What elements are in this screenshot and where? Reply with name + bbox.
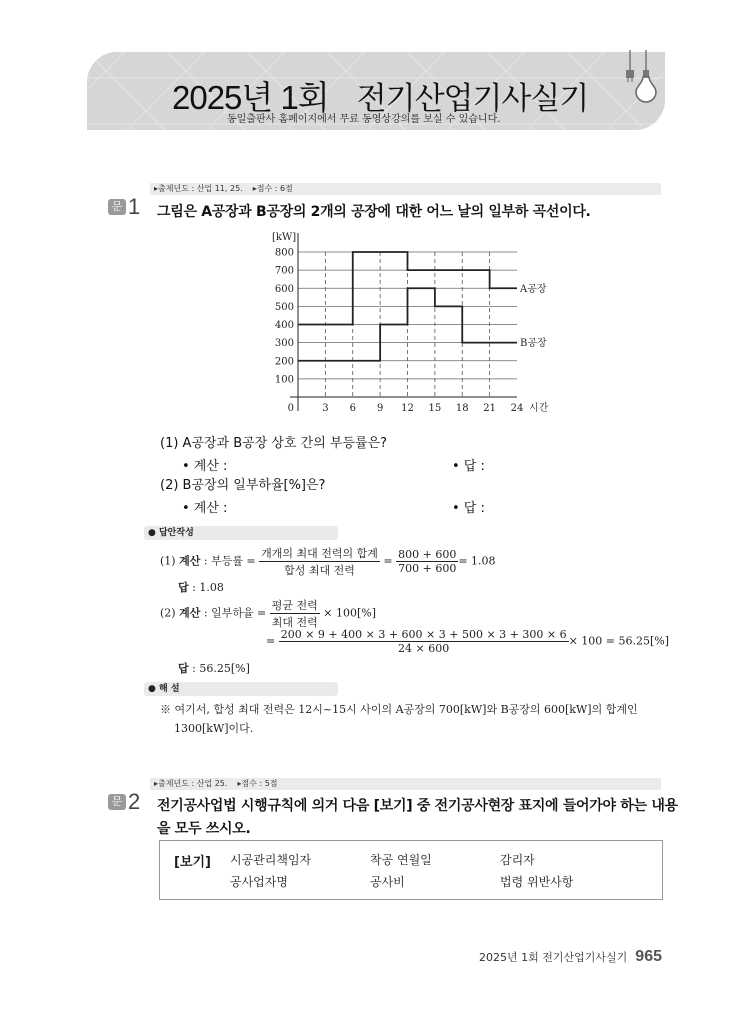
bogi-item: 착공 연월일 bbox=[370, 853, 432, 867]
title-subject: 전기산업기사실기 bbox=[356, 81, 589, 116]
q1-sub1-label: (1) A공장과 B공장 상호 간의 부등률은? bbox=[160, 436, 388, 451]
fraction-numerator: 200 × 9 + 400 × 3 + 600 × 3 + 500 × 3 + 300 × 6 bbox=[280, 628, 567, 641]
part2-lhs: : 일부하율 = bbox=[203, 606, 267, 620]
part2-answer-label: 답 bbox=[178, 662, 189, 675]
y-tick-label: 600 bbox=[274, 283, 294, 295]
q1-meta-bar bbox=[150, 183, 661, 195]
y-tick-label: 500 bbox=[274, 301, 294, 313]
fraction-denominator: 700 + 600 bbox=[398, 562, 457, 575]
explanation-line-2: 1300[kW]이다. bbox=[174, 722, 254, 735]
q1-meta-year: ▸출제년도 : 산업 11, 25. bbox=[154, 184, 243, 193]
y-tick-label: 700 bbox=[274, 265, 294, 277]
q1-text: 그림은 A공장과 B공장의 2개의 공장에 대한 어느 날의 일부하 곡선이다. bbox=[157, 204, 591, 220]
fraction-numerator: 평균 전력 bbox=[271, 599, 318, 612]
part2-answer-line bbox=[178, 660, 250, 676]
q1-sub1-calc: • 계산 : bbox=[182, 459, 228, 474]
x-tick-label: 0 bbox=[287, 403, 294, 414]
question-icon: 문 bbox=[108, 199, 126, 215]
bogi-label: [보기] bbox=[174, 855, 211, 870]
bogi-item: 공사업자명 bbox=[230, 875, 288, 889]
solution-part2-line2 bbox=[266, 628, 669, 655]
q2-text-line-2: 을 모두 쓰시오. bbox=[157, 821, 251, 837]
y-tick-label: 200 bbox=[274, 356, 294, 368]
part2-answer: : 56.25[%] bbox=[192, 662, 250, 675]
q1-number-badge bbox=[108, 194, 140, 220]
fraction-denominator: 24 × 600 bbox=[398, 642, 450, 655]
x-tick-label: 18 bbox=[455, 403, 469, 414]
page-footer bbox=[479, 948, 662, 966]
part2-calc-label: 계산 bbox=[179, 606, 201, 620]
y-tick-label: 400 bbox=[274, 320, 294, 331]
bogi-item: 공사비 bbox=[370, 875, 405, 889]
part2-times: × 100[%] bbox=[323, 606, 377, 620]
y-axis-label: [kW] bbox=[272, 232, 297, 243]
part2-result: × 100 = 56.25[%] bbox=[568, 634, 670, 648]
bogi-item: 감리자 bbox=[500, 853, 535, 867]
q1-sub1-answer: • 답 : bbox=[452, 459, 485, 474]
lightbulb-icon bbox=[620, 50, 660, 105]
part1-answer-line bbox=[178, 579, 224, 595]
part1-fraction-2 bbox=[396, 548, 458, 575]
part2-equals: = bbox=[266, 634, 276, 648]
q2-text-line-1: 전기공사업법 시행규칙에 의거 다음 [보기] 중 전기공사현장 표지에 들어가야 하는 내용 bbox=[157, 798, 678, 814]
fraction-denominator: 최대 전력 bbox=[271, 616, 318, 629]
q2-number: 2 bbox=[128, 789, 141, 814]
y-tick-label: 300 bbox=[274, 338, 294, 350]
x-tick-label: 24 bbox=[510, 403, 524, 414]
fraction-numerator: 개개의 최대 전력의 합계 bbox=[261, 547, 378, 560]
part2-prefix: (2) bbox=[160, 606, 176, 620]
part1-answer-label: 답 bbox=[178, 581, 189, 594]
solution-part2 bbox=[160, 597, 376, 630]
series-label: B공장 bbox=[520, 338, 547, 350]
q2-meta-year: ▸출제년도 : 산업 25. bbox=[154, 779, 228, 788]
part1-calc-label: 계산 bbox=[179, 554, 201, 568]
part1-prefix: (1) bbox=[160, 554, 176, 568]
part2-fraction-1 bbox=[270, 597, 320, 630]
y-tick-label: 100 bbox=[274, 374, 294, 386]
q1-sub2-label: (2) B공장의 일부하율[%]은? bbox=[160, 478, 326, 493]
bogi-item: 법령 위반사항 bbox=[500, 875, 574, 889]
part1-lhs: : 부등률 = bbox=[203, 554, 256, 568]
x-tick-label: 15 bbox=[428, 403, 442, 414]
page-number: 965 bbox=[635, 948, 662, 965]
title-year: 2025년 1회 bbox=[172, 79, 329, 116]
x-tick-label: 21 bbox=[483, 403, 496, 414]
x-tick-label: 9 bbox=[376, 403, 384, 414]
part1-equals: = bbox=[383, 554, 393, 568]
bogi-box bbox=[159, 840, 663, 900]
banner-subtitle: 동일출판사 홈페이지에서 무료 동영상강의를 보실 수 있습니다. bbox=[227, 114, 501, 125]
explanation-heading: ● 해 설 bbox=[144, 682, 338, 696]
q1-sub2-calc: • 계산 : bbox=[182, 501, 228, 516]
chart-axes bbox=[290, 233, 517, 411]
explanation-line-1: ※ 여기서, 합성 최대 전력은 12시~15시 사이의 A공장의 700[kW]와 B공장의 600[kW]의 합계인 bbox=[160, 703, 638, 716]
plug-icon bbox=[626, 50, 634, 82]
running-title: 2025년 1회 전기산업기사실기 bbox=[479, 951, 628, 964]
q2-meta-bar bbox=[150, 778, 661, 790]
chart-labels bbox=[272, 232, 549, 414]
load-curve-chart bbox=[250, 225, 570, 420]
q1-meta-score: ▸점수 : 6점 bbox=[252, 184, 293, 193]
fraction-numerator: 800 + 600 bbox=[398, 548, 457, 561]
x-tick-label: 6 bbox=[349, 403, 356, 414]
y-tick-label: 800 bbox=[274, 247, 294, 259]
bogi-item: 시공관리책임자 bbox=[230, 853, 312, 867]
series-label: A공장 bbox=[520, 283, 547, 295]
question-icon: 문 bbox=[108, 794, 126, 810]
q2-meta-score: ▸점수 : 5점 bbox=[237, 779, 278, 788]
header-banner bbox=[87, 52, 665, 130]
fraction-denominator: 합성 최대 전력 bbox=[284, 564, 355, 577]
x-tick-label: 3 bbox=[322, 403, 329, 414]
part2-fraction-2 bbox=[279, 628, 569, 655]
q2-number-badge bbox=[108, 789, 140, 815]
part1-fraction-1 bbox=[259, 545, 380, 578]
q1-sub2-answer: • 답 : bbox=[452, 501, 485, 516]
x-axis-label: 시간 bbox=[529, 403, 549, 414]
solution-heading: ● 답안작성 bbox=[144, 526, 338, 540]
x-tick-label: 12 bbox=[401, 403, 414, 414]
part1-result: = 1.08 bbox=[458, 554, 496, 568]
q1-number: 1 bbox=[128, 194, 141, 219]
solution-part1 bbox=[160, 545, 496, 578]
part1-answer: : 1.08 bbox=[192, 581, 224, 594]
